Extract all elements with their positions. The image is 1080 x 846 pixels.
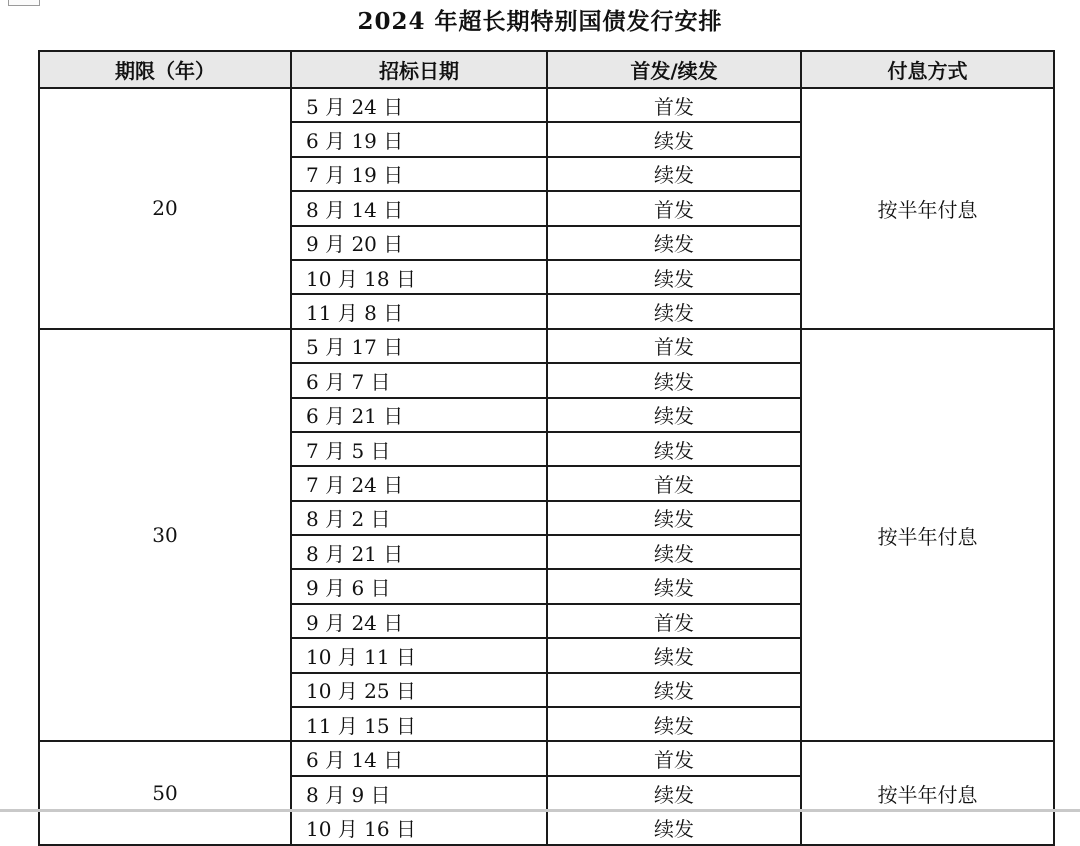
date-cell: 10 月 18 日 xyxy=(291,260,547,294)
term-cell: 50 xyxy=(39,741,291,844)
header-status: 首发/续发 xyxy=(547,51,801,88)
status-cell: 首发 xyxy=(547,466,801,500)
term-cell: 30 xyxy=(39,329,291,742)
status-cell: 续发 xyxy=(547,432,801,466)
status-cell: 首发 xyxy=(547,741,801,775)
status-cell: 续发 xyxy=(547,707,801,741)
status-cell: 续发 xyxy=(547,501,801,535)
date-cell: 6 月 7 日 xyxy=(291,363,547,397)
date-cell: 11 月 15 日 xyxy=(291,707,547,741)
header-payment: 付息方式 xyxy=(801,51,1054,88)
status-cell: 续发 xyxy=(547,776,801,810)
date-cell: 6 月 14 日 xyxy=(291,741,547,775)
status-cell: 续发 xyxy=(547,122,801,156)
status-cell: 首发 xyxy=(547,604,801,638)
status-cell: 首发 xyxy=(547,191,801,225)
table-body xyxy=(39,88,1054,845)
table-row xyxy=(39,329,1054,363)
status-cell: 续发 xyxy=(547,810,801,844)
header-term: 期限（年） xyxy=(39,51,291,88)
bond-issuance-table xyxy=(38,50,1055,846)
status-cell: 续发 xyxy=(547,398,801,432)
date-cell: 5 月 24 日 xyxy=(291,88,547,122)
status-cell: 续发 xyxy=(547,226,801,260)
payment-cell: 按半年付息 xyxy=(801,741,1054,844)
status-cell: 续发 xyxy=(547,638,801,672)
header-date: 招标日期 xyxy=(291,51,547,88)
status-cell: 续发 xyxy=(547,157,801,191)
date-cell: 8 月 2 日 xyxy=(291,501,547,535)
table-header-row xyxy=(39,51,1054,88)
date-cell: 8 月 21 日 xyxy=(291,535,547,569)
status-cell: 首发 xyxy=(547,329,801,363)
date-cell: 10 月 11 日 xyxy=(291,638,547,672)
status-cell: 续发 xyxy=(547,294,801,328)
date-cell: 10 月 16 日 xyxy=(291,810,547,844)
date-cell: 11 月 8 日 xyxy=(291,294,547,328)
date-cell: 5 月 17 日 xyxy=(291,329,547,363)
date-cell: 10 月 25 日 xyxy=(291,673,547,707)
date-cell: 8 月 14 日 xyxy=(291,191,547,225)
date-cell: 7 月 24 日 xyxy=(291,466,547,500)
status-cell: 续发 xyxy=(547,363,801,397)
page-edge-line xyxy=(0,809,1080,812)
date-cell: 8 月 9 日 xyxy=(291,776,547,810)
date-cell: 7 月 19 日 xyxy=(291,157,547,191)
term-cell: 20 xyxy=(39,88,291,329)
payment-cell: 按半年付息 xyxy=(801,329,1054,742)
status-cell: 续发 xyxy=(547,535,801,569)
status-cell: 首发 xyxy=(547,88,801,122)
status-cell: 续发 xyxy=(547,673,801,707)
date-cell: 9 月 20 日 xyxy=(291,226,547,260)
payment-cell: 按半年付息 xyxy=(801,88,1054,329)
date-cell: 9 月 24 日 xyxy=(291,604,547,638)
date-cell: 6 月 21 日 xyxy=(291,398,547,432)
table-row xyxy=(39,88,1054,122)
status-cell: 续发 xyxy=(547,260,801,294)
date-cell: 7 月 5 日 xyxy=(291,432,547,466)
page-title: 2024 年超长期特别国债发行安排 xyxy=(357,8,723,35)
status-cell: 续发 xyxy=(547,569,801,603)
date-cell: 9 月 6 日 xyxy=(291,569,547,603)
table-row xyxy=(39,741,1054,775)
date-cell: 6 月 19 日 xyxy=(291,122,547,156)
